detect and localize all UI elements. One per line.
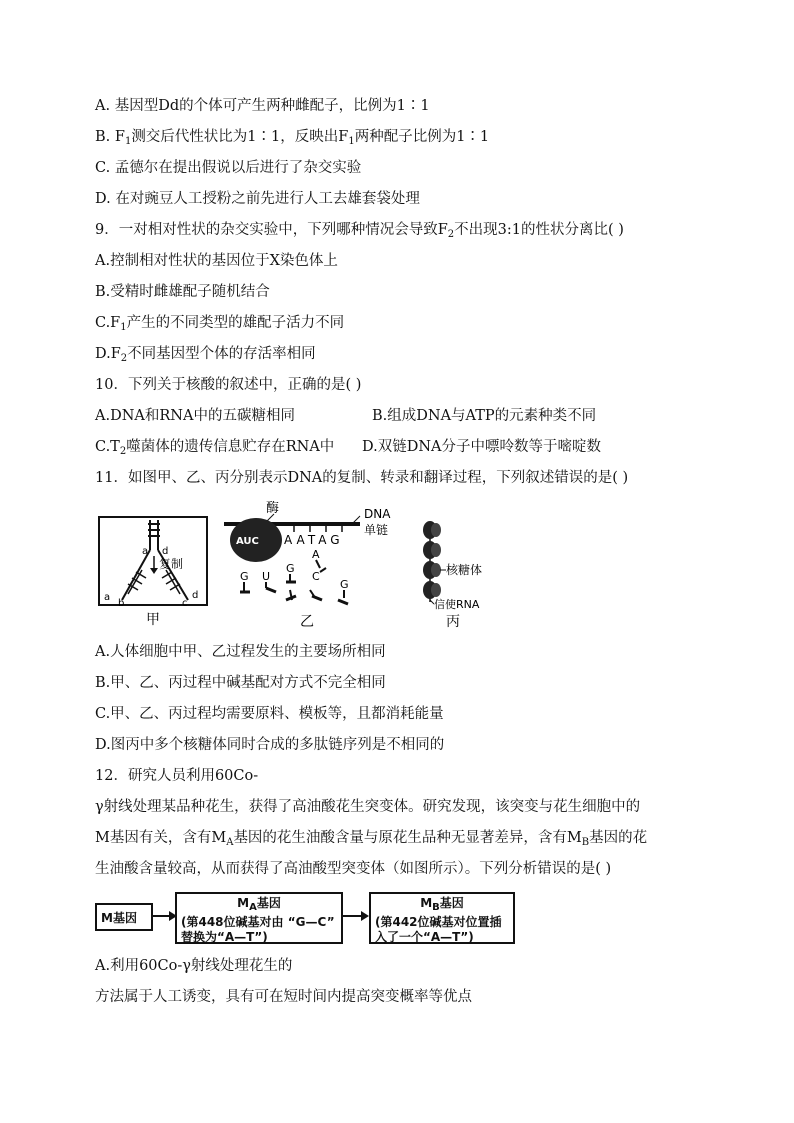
figure-jia-copy-label: 复制 [159, 557, 184, 571]
flow-box-ma-line1: (第448位碱基对由 “G—C” [181, 915, 335, 929]
figure-jia-letter-b: b [118, 598, 125, 609]
figure-yi-caption: 乙 [300, 614, 314, 630]
q12-option-a-line1: A.利用60Co-γ射线处理花生的 [95, 958, 293, 974]
figure-jia-replication [98, 516, 210, 630]
q8-option-b: B. $F_1$测交后代性状比为1∶1，反映出$F_1$两种配子比例为1∶1 [95, 129, 490, 147]
flow-box-mb-gene [369, 892, 515, 944]
figure-bing-ribosome-4 [423, 581, 441, 599]
figure-bing-caption: 丙 [446, 614, 460, 630]
q8-option-c: C. 孟德尔在提出假说以后进行了杂交实验 [95, 160, 362, 176]
flow-box-m-gene: M基因 [95, 903, 153, 931]
figure-jia-caption: 甲 [146, 612, 160, 628]
q9-option-b: B.受精时雌雄配子随机结合 [95, 284, 270, 300]
q10-option-c: $C.T_2$噬菌体的遗传信息贮存在RNA中 [95, 439, 335, 457]
flow-box-mb-line1: (第442位碱基对位置插 [375, 915, 502, 929]
q11-option-a: A.人体细胞中甲、乙过程发生的主要场所相同 [95, 644, 386, 660]
q11-option-c: C.甲、乙、丙过程均需要原料、模板等，且都消耗能量 [95, 706, 444, 722]
figure-bing-ribosome-label: 核糖体 [446, 563, 483, 577]
q9-stem: 9．一对相对性状的杂交实验中，下列哪种情况会导致$F_2$不出现3:1的性状分离比( ) [95, 222, 624, 240]
q11-option-d: D.图丙中多个核糖体同时合成的多肽链序列是不相同的 [95, 737, 445, 753]
figure-yi-enzyme-label: 酶 [266, 501, 280, 516]
figure-yi-nt-g3: G [340, 578, 349, 591]
figure-jia-letter-d2: d [192, 590, 199, 601]
figure-yi-nt-g1: G [240, 570, 249, 583]
figure-yi-transcription [222, 496, 402, 630]
q9-option-c: $C.F_1$产生的不同类型的雄配子活力不同 [95, 315, 345, 333]
figure-yi-nt-u: U [262, 570, 271, 583]
figure-jia-letter-d1: d [162, 546, 169, 557]
figure-yi-single-strand-label: 单链 [364, 523, 389, 537]
flow-arrow-2 [343, 908, 369, 924]
q11-stem: 11．如图甲、乙、丙分别表示DNA的复制、转录和翻译过程，下列叙述错误的是( ) [95, 470, 629, 486]
figure-jia-letter-a1: a [142, 546, 149, 557]
figure-bing-ribosome-3 [423, 561, 441, 579]
figure-bing-translation [412, 516, 502, 630]
figure-bing-mrna-label: 信使RNA [434, 598, 480, 611]
q9-option-a: A.控制相对性状的基因位于X染色体上 [95, 253, 338, 269]
q12-stem-line2: γ射线处理某品种花生，获得了高油酸花生突变体。研究发现，该突变与花生细胞中的 [95, 799, 641, 815]
q10-option-a: A.DNA和RNA中的五碳糖相同 [95, 408, 295, 424]
flow-box-ma-title: $M_A$基因 [237, 896, 281, 913]
figure-jia-letter-c: c [182, 598, 188, 609]
q10-option-b: B.组成DNA与ATP的元素种类不同 [372, 408, 597, 424]
figure-yi-nt-c: C [312, 570, 320, 583]
q10-option-d: D.双链DNA分子中嘌呤数等于嘧啶数 [362, 439, 602, 455]
figure-yi-bubble-text: AUC [236, 536, 259, 547]
q8-option-d: D. 在对豌豆人工授粉之前先进行人工去雄套袋处理 [95, 191, 420, 207]
figure-yi-nt-a: A [312, 548, 320, 561]
figure-bing-ribosome-2 [423, 541, 441, 559]
q9-option-d: $D.F_2$不同基因型个体的存活率相同 [95, 346, 316, 364]
q12-stem-line1: 12．研究人员利用60Co- [95, 768, 259, 784]
q12-stem-line4: 生油酸含量较高，从而获得了高油酸型突变体（如图所示）。下列分析错误的是( ) [95, 861, 612, 877]
q8-option-a: A. 基因型Dd的个体可产生两种雌配子，比例为1∶1 [95, 98, 430, 114]
q11-option-b: B.甲、乙、丙过程中碱基配对方式不完全相同 [95, 675, 386, 691]
flow-box-mb-line2: 入了一个“A—T”) [375, 930, 474, 944]
flow-arrow-1 [153, 908, 177, 924]
figure-yi-strand-sequence: AATAG [284, 533, 344, 547]
figure-yi-dna-label: DNA [364, 507, 391, 521]
q12-stem-line3: M基因有关，含有$M_A$基因的花生油酸含量与原花生品种无显著差异，含有$M_B$基因的花 [95, 830, 648, 848]
q10-stem: 10．下列关于核酸的叙述中，正确的是( ) [95, 377, 362, 393]
q12-option-a-line2: 方法属于人工诱变，具有可在短时间内提高突变概率等优点 [95, 989, 472, 1005]
figure-bing-ribosome-1 [423, 521, 441, 539]
flow-box-mb-title: $M_B$基因 [420, 896, 464, 913]
figure-yi-nt-g2: G [286, 562, 295, 575]
flow-box-ma-line2: 替换为“A—T”) [181, 930, 268, 944]
figure-jia-letter-a2: a [104, 592, 111, 603]
flow-box-ma-gene [175, 892, 343, 944]
